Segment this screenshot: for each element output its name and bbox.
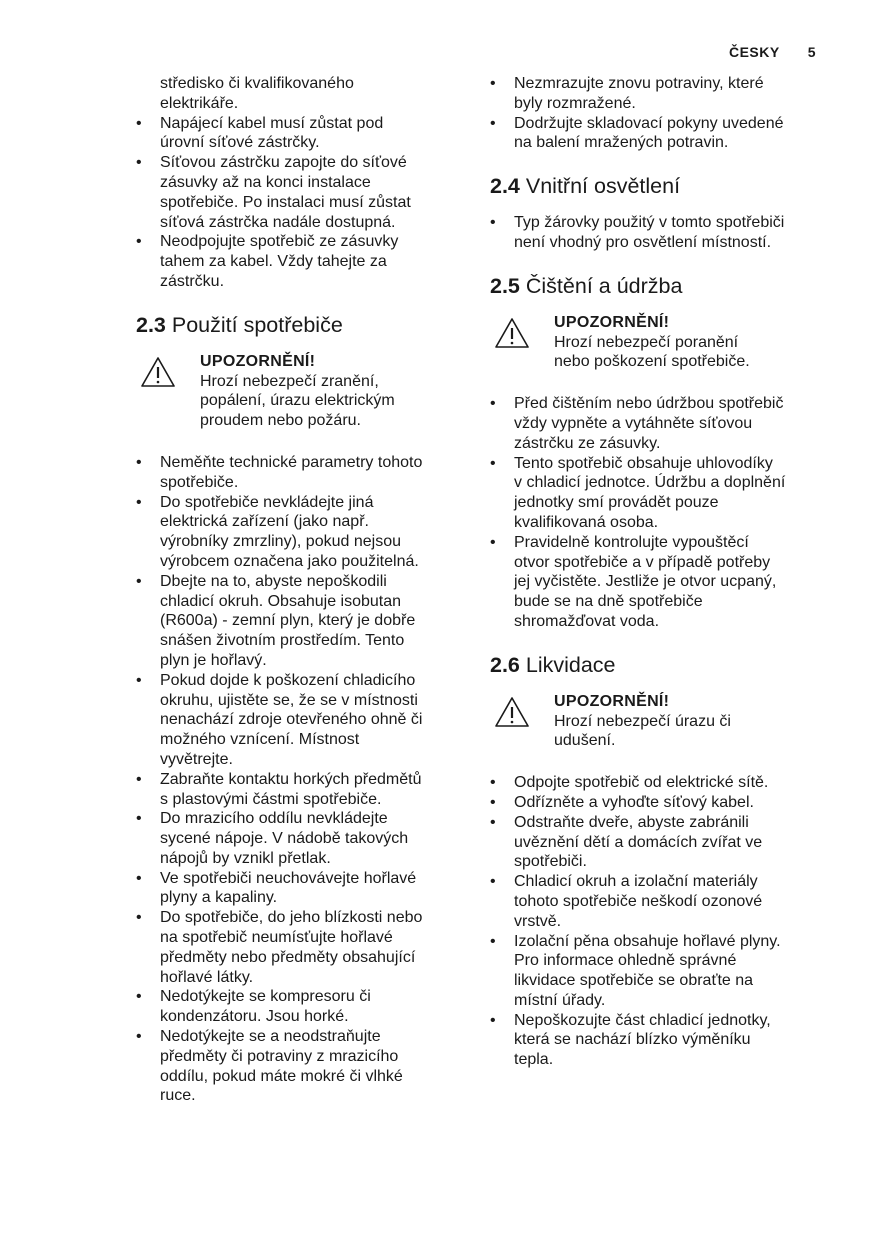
text-line: spotřebiči. [514, 853, 587, 871]
bullet-icon: • [136, 770, 142, 788]
list-item [136, 869, 458, 909]
section-heading-2-3 [136, 312, 458, 338]
text-line: shromažďovat voda. [514, 612, 660, 630]
text-line: Neměňte technické parametry tohoto [160, 453, 423, 471]
bullet-icon: • [490, 454, 496, 472]
warning-text: Hrozí nebezpečí úrazu či [554, 712, 731, 730]
text-line: Odstraňte dveře, abyste zabránili [514, 813, 749, 831]
text-line: zástrčku. [160, 272, 225, 290]
text-line: Dodržujte skladovací pokyny uvedené [514, 114, 784, 132]
text-line: hořlavé látky. [160, 968, 254, 986]
text-line: Ve spotřebiči neuchovávejte hořlavé [160, 869, 417, 887]
text-line: kvalifikovaná osoba. [514, 513, 659, 531]
text-line: tohoto spotřebiče neškodí ozonové [514, 892, 763, 910]
warning-text: popálení, úrazu elektrickým [200, 392, 395, 410]
bullet-icon: • [490, 1011, 496, 1029]
text-line: možného vznícení. Místnost [160, 731, 360, 749]
text-line: vrstvě. [514, 912, 562, 930]
bullet-icon: • [136, 233, 142, 251]
page-number: 5 [807, 44, 816, 60]
text-line: (R600a) - zemní plyn, který je dobře [160, 612, 416, 630]
text-line: uvěznění dětí a domácích zvířat ve [514, 833, 763, 851]
text-line: jednotky smí provádět pouze [514, 494, 719, 512]
list-item [136, 572, 458, 671]
text-line: s plastovými částmi spotřebiče. [160, 790, 382, 808]
text-line: snášen životním prostředím. Tento [160, 632, 405, 650]
page-header [729, 44, 816, 60]
text-line: Do spotřebiče nevkládejte jiná [160, 493, 374, 511]
text-line: vyvětrejte. [160, 750, 233, 768]
bullet-list [490, 213, 822, 253]
bullet-icon: • [136, 572, 142, 590]
section-title: Likvidace [525, 652, 616, 677]
text-line: vždy vypněte a vytáhněte síťovou [514, 414, 753, 432]
list-item [136, 453, 458, 493]
text-line: Dbejte na to, abyste nepoškodili [160, 572, 387, 590]
text-line: spotřebiče. Po instalaci musí zůstat [160, 193, 411, 211]
text-line: Pravidelně kontrolujte vypouštěcí [514, 533, 749, 551]
section-heading-2-4 [490, 173, 822, 199]
text-line: spotřebiče. [160, 473, 239, 491]
warning-block [136, 352, 458, 431]
text-line: Síťovou zástrčku zapojte do síťové [160, 154, 407, 172]
warning-triangle-icon [140, 356, 176, 388]
section-title: Čištění a údržba [525, 273, 683, 298]
list-item [136, 153, 458, 232]
list-item [490, 213, 822, 253]
bullet-icon: • [490, 533, 496, 551]
list-item [490, 533, 822, 632]
text-line: tepla. [514, 1051, 554, 1069]
text-line: Pokud dojde k poškození chladicího [160, 671, 416, 689]
list-item [490, 454, 822, 533]
bullet-icon: • [490, 873, 496, 891]
bullet-list [490, 74, 822, 153]
list-item [136, 908, 458, 987]
text-line: Chladicí okruh a izolační materiály [514, 873, 758, 891]
section-heading-2-5 [490, 273, 822, 299]
section-title: Vnitřní osvětlení [525, 174, 681, 199]
bullet-icon: • [490, 114, 496, 132]
right-column [490, 74, 822, 1070]
bullet-icon: • [490, 75, 496, 92]
section-title: Použití spotřebiče [171, 312, 343, 337]
list-item [136, 1027, 458, 1106]
text-line: předměty či potraviny z mrazicího [160, 1047, 399, 1065]
text-line: okruhu, ujistěte se, že se v místnosti [160, 691, 418, 709]
list-item [490, 793, 822, 813]
text-line: Nepoškozujte část chladicí jednotky, [514, 1011, 771, 1029]
text-line: Do spotřebiče, do jeho blízkosti nebo [160, 909, 423, 927]
text-line: Nedotýkejte se a neodstraňujte [160, 1028, 381, 1046]
text-line: středisko či kvalifikovaného [160, 75, 354, 92]
list-item [490, 74, 822, 114]
text-line: Neodpojujte spotřebič ze zásuvky [160, 233, 399, 251]
warning-triangle-icon [494, 317, 530, 349]
text-line: předměty nebo předměty obsahující [160, 948, 416, 966]
list-item [136, 232, 458, 291]
text-line: Nedotýkejte se kompresoru či [160, 988, 371, 1006]
warning-text: nebo poškození spotřebiče. [554, 353, 750, 371]
bullet-list [490, 394, 822, 632]
list-item [136, 809, 458, 868]
text-line: v chladicí jednotce. Údržbu a doplnění [514, 474, 786, 492]
list-item [136, 493, 458, 572]
text-line: bude se na dně spotřebiče [514, 593, 703, 611]
bullet-list [136, 114, 458, 292]
section-number: 2.4 [490, 174, 520, 199]
text-line: ruce. [160, 1087, 196, 1105]
list-item [490, 813, 822, 872]
warning-title: UPOZORNĚNÍ! [200, 352, 316, 370]
text-line: plyn je hořlavý. [160, 651, 267, 669]
text-line: zásuvky až na konci instalace [160, 173, 371, 191]
list-item [136, 987, 458, 1027]
bullet-icon: • [136, 154, 142, 172]
left-column [136, 74, 458, 1106]
text-line: úrovní síťové zástrčky. [160, 134, 320, 152]
bullet-icon: • [136, 671, 142, 689]
warning-block [490, 313, 822, 372]
section-number: 2.6 [490, 652, 520, 677]
bullet-list [490, 773, 822, 1070]
section-number: 2.3 [136, 312, 166, 337]
text-line: tahem za kabel. Vždy tahejte za [160, 253, 387, 271]
list-item [136, 671, 458, 770]
bullet-icon: • [136, 810, 142, 828]
text-line: Do mrazicího oddílu nevkládejte [160, 810, 388, 828]
section-number: 2.5 [490, 273, 520, 298]
text-line: výrobníky zmrzliny), pokud nejsou [160, 533, 401, 551]
bullet-icon: • [490, 774, 496, 792]
text-line: oddílu, pokud máte mokré či vlhké [160, 1067, 403, 1085]
list-item [490, 872, 822, 931]
bullet-icon: • [490, 793, 496, 811]
text-line: Tento spotřebič obsahuje uhlovodíky [514, 454, 773, 472]
bullet-icon: • [136, 909, 142, 927]
text-line: Zabraňte kontaktu horkých předmětů [160, 770, 422, 788]
text-line: otvor spotřebiče a v případě potřeby [514, 553, 771, 571]
bullet-icon: • [136, 114, 142, 132]
text-line: Napájecí kabel musí zůstat pod [160, 114, 384, 132]
bullet-icon: • [490, 395, 496, 413]
bullet-icon: • [136, 453, 142, 471]
text-line: Před čištěním nebo údržbou spotřebič [514, 395, 784, 413]
warning-text: udušení. [554, 732, 616, 750]
text-line: Pro informace ohledně správné [514, 952, 737, 970]
bullet-icon: • [136, 988, 142, 1006]
list-item [136, 114, 458, 154]
bullet-icon: • [490, 214, 496, 232]
text-line: výrobcem označena jako použitelná. [160, 552, 419, 570]
text-line: chladicí okruh. Obsahuje isobutan [160, 592, 402, 610]
text-line: Izolační pěna obsahuje hořlavé plyny. [514, 932, 781, 950]
intro-continuation [136, 74, 458, 114]
section-heading-2-6 [490, 652, 822, 678]
text-line: nápojů by vznikl přetlak. [160, 849, 331, 867]
list-item [490, 1011, 822, 1070]
warning-text: Hrozí nebezpečí zranění, [200, 372, 379, 390]
text-line: není vhodný pro osvětlení místností. [514, 233, 772, 251]
text-line: sycené nápoje. V nádobě takových [160, 830, 409, 848]
warning-text: proudem nebo požáru. [200, 412, 361, 430]
text-line: Typ žárovky použitý v tomto spotřebiči [514, 214, 785, 232]
text-line: nenachází zdroje otevřeného ohně či [160, 711, 423, 729]
warning-block [490, 692, 822, 751]
text-line: zástrčku ze zásuvky. [514, 434, 661, 452]
text-line: plyny a kapaliny. [160, 889, 278, 907]
language-label: ČESKY [728, 44, 780, 60]
bullet-list [136, 453, 458, 1106]
text-line: Odřízněte a vyhoďte síťový kabel. [514, 793, 754, 811]
text-line: na balení mražených potravin. [514, 134, 729, 152]
bullet-icon: • [490, 932, 496, 950]
text-line: na spotřebič neumísťujte hořlavé [160, 929, 393, 947]
list-item [490, 114, 822, 154]
text-line: byly rozmražené. [514, 94, 636, 112]
text-line: elektrická zařízení (jako např. [160, 513, 369, 531]
list-item [490, 394, 822, 453]
text-line: místní úřady. [514, 991, 606, 1009]
list-item [490, 932, 822, 1011]
text-line: Odpojte spotřebič od elektrické sítě. [514, 774, 769, 792]
text-line: elektrikáře. [160, 94, 239, 112]
bullet-icon: • [136, 493, 142, 511]
bullet-icon: • [136, 1028, 142, 1046]
bullet-icon: • [490, 813, 496, 831]
text-line: síťová zástrčka nadále dostupná. [160, 213, 396, 231]
list-item [490, 773, 822, 793]
text-line: jej vyčistěte. Jestliže je otvor ucpaný, [514, 573, 777, 591]
text-line: kondenzátoru. Jsou horké. [160, 1008, 349, 1026]
warning-title: UPOZORNĚNÍ! [554, 313, 670, 331]
text-line: která se nachází blízko výměníku [514, 1031, 751, 1049]
bullet-icon: • [136, 869, 142, 887]
text-line: likvidace spotřebiče se obraťte na [514, 972, 754, 990]
text-line: Nezmrazujte znovu potraviny, které [514, 75, 764, 92]
warning-triangle-icon [494, 696, 530, 728]
list-item [136, 770, 458, 810]
warning-text: Hrozí nebezpečí poranění [554, 333, 739, 351]
warning-title: UPOZORNĚNÍ! [554, 692, 670, 710]
